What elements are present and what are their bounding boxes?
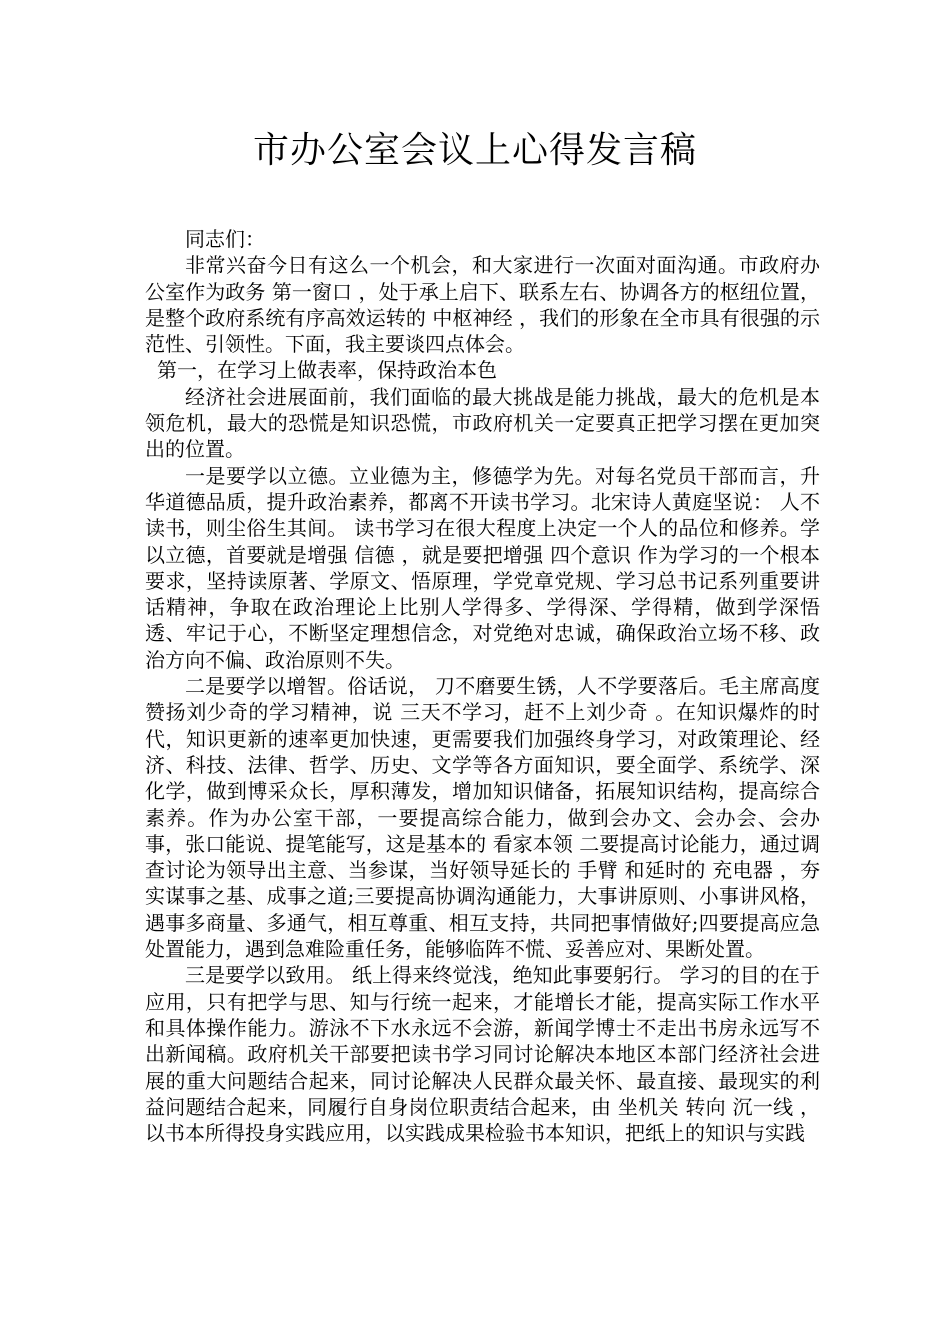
intro-paragraph: 非常兴奋今日有这么一个机会，和大家进行一次面对面沟通。市政府办公室作为政务 第一窗口 ，处于承上启下、联系左右、协调各方的枢纽位置，是整个政府系统有序高效运转的 中枢神经 ，我们的形象在全市具有很强的示范性、引领性。下面，我主要谈四点体会。	[145, 253, 820, 357]
document-title: 市办公室会议上心得发言稿	[252, 130, 697, 171]
body-paragraph: 一是要学以立德。立业德为主，修德学为先。对每名党员干部而言，升华道德品质，提升政治素养，都离不开读书学习。北宋诗人黄庭坚说： 人不读书，则尘俗生其间。 读书学习在很大程度上决定一个人的品位和修养。学以立德，首要就是增强 信德 ，就是要把增强 四个意识 作为学习的一个根本要求，坚持读原著、学原文、悟原理，学党章党规、学习总书记系列重要讲话精神，争取在政治理论上比别人学得多、学得深、学得精，做到学深悟透、牢记于心，不断坚定理想信念，对党绝对忠诚，确保政治立场不移、政治方向不偏、政治原则不失。	[145, 463, 820, 672]
body-paragraph: 二是要学以增智。俗话说， 刀不磨要生锈，人不学要落后。毛主席高度赞扬刘少奇的学习精神，说 三天不学习，赶不上刘少奇 。在知识爆炸的时代，知识更新的速率更加快速，更需要我们加强终身学习，对政策理论、经济、科技、法律、哲学、历史、文学等各方面知识，要全面学、系统学、深化学，做到博采众长，厚积薄发，增加知识储备，拓展知识结构，提高综合素养。作为办公室干部，一要提高综合能力，做到会办文、会办会、会办事，张口能说、提笔能写，这是基本的 看家本领 二要提高讨论能力，通过调查讨论为领导出主意、当参谋，当好领导延长的 手臂 和延时的 充电器 ，夯实谋事之基、成事之道;三要提高协调沟通能力，大事讲原则、小事讲风格，遇事多商量、多通气，相互尊重、相互支持，共同把事情做好;四要提高应急处置能力，遇到急难险重任务，能够临阵不慌、妥善应对、果断处置。	[145, 674, 820, 962]
document-body	[145, 226, 820, 1146]
section-heading: 第一，在学习上做表率，保持政治本色	[157, 358, 497, 383]
body-paragraph: 三是要学以致用。 纸上得来终觉浅，绝知此事要躬行。 学习的目的在于应用，只有把学与思、知与行统一起来，才能增长才能，提高实际工作水平和具体操作能力。游泳不下水永远不会游，新闻学博士不走出书房永远写不出新闻稿。政府机关干部要把读书学习同讨论解决本地区本部门经济社会进展的重大问题结合起来，同讨论解决人民群众最关怀、最直接、最现实的利益问题结合起来，同履行自身岗位职责结合起来，由 坐机关 转向 沉一线 ，以书本所得投身实践应用，以实践成果检验书本知识，把纸上的知识与实践	[145, 963, 820, 1146]
salutation-paragraph: 同志们：	[185, 227, 265, 251]
body-paragraph: 经济社会进展面前，我们面临的最大挑战是能力挑战，最大的危机是本领危机，最大的恐慌是知识恐慌，市政府机关一定要真正把学习摆在更加突出的位置。	[145, 384, 820, 462]
